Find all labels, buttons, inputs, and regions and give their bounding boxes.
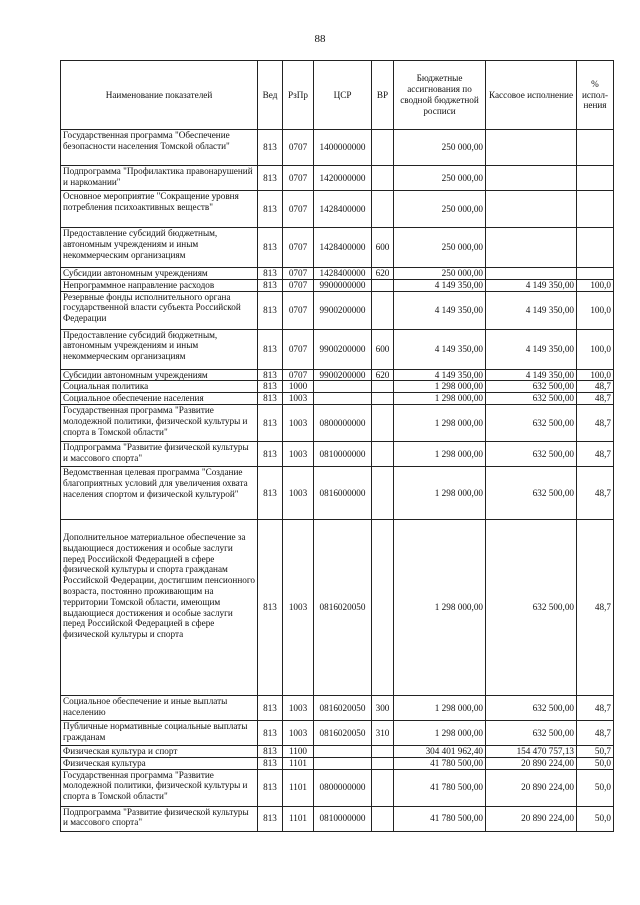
row-pct: 50,0: [577, 757, 614, 769]
row-csr: 9900000000: [314, 279, 372, 291]
row-rzpr: 1101: [283, 757, 314, 769]
row-ved: 813: [258, 695, 283, 720]
row-ved: 813: [258, 720, 283, 745]
row-vr: [372, 279, 394, 291]
row-name: Физическая культура: [61, 757, 258, 769]
table-row: [61, 329, 614, 369]
row-budget: 250 000,00: [394, 130, 486, 166]
row-csr: 9900200000: [314, 369, 372, 381]
table-row: [61, 369, 614, 381]
row-vr: [372, 291, 394, 329]
row-pct: 50,0: [577, 769, 614, 806]
row-csr: 9900200000: [314, 329, 372, 369]
row-budget: 4 149 350,00: [394, 279, 486, 291]
row-csr: 1428400000: [314, 228, 372, 268]
table-row: [61, 466, 614, 519]
row-rzpr: 1100: [283, 745, 314, 757]
table-row: [61, 130, 614, 166]
row-cash: [486, 268, 577, 280]
row-name: Подпрограмма "Развитие физической культуры и массового спорта": [61, 441, 258, 466]
row-csr: 0800000000: [314, 404, 372, 441]
row-vr: 600: [372, 228, 394, 268]
row-csr: 1400000000: [314, 130, 372, 166]
row-vr: [372, 466, 394, 519]
row-cash: 632 500,00: [486, 720, 577, 745]
row-vr: 300: [372, 695, 394, 720]
row-vr: [372, 393, 394, 405]
row-name: Социальная политика: [61, 381, 258, 393]
row-name: Предоставление субсидий бюджетным, автономным учреждениям и иным некоммерческим организациям: [61, 329, 258, 369]
row-ved: 813: [258, 329, 283, 369]
row-pct: 48,7: [577, 393, 614, 405]
row-ved: 813: [258, 466, 283, 519]
row-budget: 1 298 000,00: [394, 519, 486, 695]
row-ved: 813: [258, 757, 283, 769]
header-pct: % испол-нения: [577, 61, 614, 130]
header-vr: ВР: [372, 61, 394, 130]
row-ved: 813: [258, 166, 283, 191]
row-name: Ведомственная целевая программа "Создание благоприятных условий для увеличения охвата населения спортом и физической культурой": [61, 466, 258, 519]
row-budget: 250 000,00: [394, 166, 486, 191]
header-cash: Кассовое исполнение: [486, 61, 577, 130]
row-rzpr: 1003: [283, 519, 314, 695]
row-name: Социальное обеспечение и иные выплаты населению: [61, 695, 258, 720]
row-cash: 20 890 224,00: [486, 757, 577, 769]
row-vr: [372, 166, 394, 191]
table-row: [61, 381, 614, 393]
row-ved: 813: [258, 381, 283, 393]
row-rzpr: 0707: [283, 279, 314, 291]
header-rzpr: РзПр: [283, 61, 314, 130]
row-vr: [372, 519, 394, 695]
row-ved: 813: [258, 441, 283, 466]
row-csr: 0816020050: [314, 720, 372, 745]
row-pct: 48,7: [577, 720, 614, 745]
table-row: [61, 519, 614, 695]
row-ved: 813: [258, 404, 283, 441]
row-ved: 813: [258, 393, 283, 405]
row-cash: 154 470 757,13: [486, 745, 577, 757]
row-cash: 20 890 224,00: [486, 769, 577, 806]
row-cash: 4 149 350,00: [486, 329, 577, 369]
row-budget: 304 401 962,40: [394, 745, 486, 757]
row-name: Дополнительное материальное обеспечение за выдающиеся достижения и особые заслуги перед Российской Федерацией в сфере физической культуры и спорта гражданам Российской Федерации, достигшим пенсионного возраста, постоянно проживающим на территории Томской области, имеющим выдающиеся достижения и особые заслуги перед Российской Федерацией в сфере физической культуры и спорта: [61, 519, 258, 695]
row-vr: [372, 404, 394, 441]
row-budget: 41 780 500,00: [394, 769, 486, 806]
table-row: [61, 279, 614, 291]
row-csr: 1420000000: [314, 166, 372, 191]
row-cash: [486, 130, 577, 166]
row-budget: 1 298 000,00: [394, 404, 486, 441]
row-csr: 1428400000: [314, 191, 372, 228]
table-row: [61, 393, 614, 405]
row-vr: [372, 745, 394, 757]
row-budget: 41 780 500,00: [394, 757, 486, 769]
table-row: [61, 806, 614, 831]
table-row: [61, 404, 614, 441]
row-vr: [372, 130, 394, 166]
row-cash: 632 500,00: [486, 393, 577, 405]
row-name: Резервные фонды исполнительного органа государственной власти субъекта Российской Федерации: [61, 291, 258, 329]
table-row: [61, 268, 614, 280]
row-budget: 4 149 350,00: [394, 291, 486, 329]
table-row: [61, 745, 614, 757]
row-rzpr: 1003: [283, 441, 314, 466]
row-budget: 1 298 000,00: [394, 720, 486, 745]
row-vr: 310: [372, 720, 394, 745]
row-budget: 250 000,00: [394, 268, 486, 280]
table-header-row: [61, 61, 614, 130]
row-vr: [372, 806, 394, 831]
row-pct: 48,7: [577, 519, 614, 695]
row-pct: 100,0: [577, 279, 614, 291]
row-name: Подпрограмма "Профилактика правонарушений и наркомании": [61, 166, 258, 191]
row-pct: 100,0: [577, 369, 614, 381]
table-row: [61, 191, 614, 228]
page-number: 88: [314, 33, 326, 45]
row-csr: [314, 745, 372, 757]
row-ved: 813: [258, 806, 283, 831]
row-rzpr: 0707: [283, 130, 314, 166]
row-pct: 50,7: [577, 745, 614, 757]
row-ved: 813: [258, 279, 283, 291]
row-name: Физическая культура и спорт: [61, 745, 258, 757]
row-rzpr: 0707: [283, 369, 314, 381]
row-ved: 813: [258, 519, 283, 695]
row-pct: [577, 268, 614, 280]
row-csr: 0810000000: [314, 806, 372, 831]
row-ved: 813: [258, 130, 283, 166]
table-row: [61, 695, 614, 720]
row-rzpr: 1003: [283, 404, 314, 441]
row-cash: 4 149 350,00: [486, 279, 577, 291]
row-name: Государственная программа "Развитие молодежной политики, физической культуры и спорта в Томской области": [61, 769, 258, 806]
row-csr: 0816020050: [314, 519, 372, 695]
row-cash: 632 500,00: [486, 404, 577, 441]
table-row: [61, 757, 614, 769]
row-ved: 813: [258, 369, 283, 381]
row-budget: 1 298 000,00: [394, 466, 486, 519]
row-vr: 620: [372, 369, 394, 381]
row-budget: 250 000,00: [394, 228, 486, 268]
row-budget: 1 298 000,00: [394, 695, 486, 720]
row-pct: [577, 166, 614, 191]
row-vr: [372, 381, 394, 393]
row-vr: 620: [372, 268, 394, 280]
row-budget: 4 149 350,00: [394, 329, 486, 369]
header-ved: Вед: [258, 61, 283, 130]
row-budget: 1 298 000,00: [394, 441, 486, 466]
row-rzpr: 1101: [283, 806, 314, 831]
row-rzpr: 0707: [283, 268, 314, 280]
row-csr: [314, 381, 372, 393]
table-body: [61, 130, 614, 832]
row-cash: 20 890 224,00: [486, 806, 577, 831]
row-pct: [577, 228, 614, 268]
row-cash: 632 500,00: [486, 519, 577, 695]
table-row: [61, 769, 614, 806]
row-ved: 813: [258, 228, 283, 268]
row-rzpr: 0707: [283, 329, 314, 369]
row-rzpr: 1000: [283, 381, 314, 393]
row-pct: 48,7: [577, 695, 614, 720]
row-vr: [372, 191, 394, 228]
row-cash: 4 149 350,00: [486, 291, 577, 329]
row-csr: [314, 757, 372, 769]
row-pct: 48,7: [577, 441, 614, 466]
row-vr: [372, 769, 394, 806]
row-name: Социальное обеспечение населения: [61, 393, 258, 405]
row-ved: 813: [258, 191, 283, 228]
row-name: Государственная программа "Развитие молодежной политики, физической культуры и спорта в Томской области": [61, 404, 258, 441]
row-pct: 100,0: [577, 329, 614, 369]
row-csr: 0800000000: [314, 769, 372, 806]
table-row: [61, 228, 614, 268]
header-csr: ЦСР: [314, 61, 372, 130]
row-pct: 100,0: [577, 291, 614, 329]
row-cash: 632 500,00: [486, 381, 577, 393]
row-cash: 632 500,00: [486, 695, 577, 720]
row-csr: 1428400000: [314, 268, 372, 280]
row-ved: 813: [258, 745, 283, 757]
row-csr: 0816020050: [314, 695, 372, 720]
row-name: Подпрограмма "Развитие физической культуры и массового спорта": [61, 806, 258, 831]
row-cash: [486, 191, 577, 228]
row-cash: 4 149 350,00: [486, 369, 577, 381]
row-budget: 4 149 350,00: [394, 369, 486, 381]
row-name: Основное мероприятие "Сокращение уровня потребления психоактивных веществ": [61, 191, 258, 228]
header-name: Наименование показателей: [61, 61, 258, 130]
row-csr: [314, 393, 372, 405]
table-row: [61, 166, 614, 191]
row-rzpr: 0707: [283, 166, 314, 191]
row-budget: 1 298 000,00: [394, 393, 486, 405]
row-pct: [577, 191, 614, 228]
row-ved: 813: [258, 268, 283, 280]
row-rzpr: 1003: [283, 393, 314, 405]
row-cash: [486, 228, 577, 268]
row-vr: [372, 441, 394, 466]
budget-execution-table: [60, 60, 614, 832]
row-ved: 813: [258, 291, 283, 329]
row-pct: [577, 130, 614, 166]
row-pct: 50,0: [577, 806, 614, 831]
row-csr: 0816000000: [314, 466, 372, 519]
row-rzpr: 0707: [283, 291, 314, 329]
row-vr: [372, 757, 394, 769]
row-rzpr: 1003: [283, 720, 314, 745]
row-pct: 48,7: [577, 466, 614, 519]
row-rzpr: 1101: [283, 769, 314, 806]
row-ved: 813: [258, 769, 283, 806]
row-rzpr: 0707: [283, 228, 314, 268]
table-row: [61, 291, 614, 329]
row-csr: 9900200000: [314, 291, 372, 329]
table-row: [61, 720, 614, 745]
row-budget: 1 298 000,00: [394, 381, 486, 393]
row-budget: 250 000,00: [394, 191, 486, 228]
row-vr: 600: [372, 329, 394, 369]
row-pct: 48,7: [577, 404, 614, 441]
row-name: Непрограммное направление расходов: [61, 279, 258, 291]
row-cash: 632 500,00: [486, 441, 577, 466]
header-budget: Бюджетные ассигнования по сводной бюджетной росписи: [394, 61, 486, 130]
row-rzpr: 1003: [283, 695, 314, 720]
row-pct: 48,7: [577, 381, 614, 393]
row-name: Государственная программа "Обеспечение безопасности населения Томской области": [61, 130, 258, 166]
table-row: [61, 441, 614, 466]
row-cash: [486, 166, 577, 191]
row-cash: 632 500,00: [486, 466, 577, 519]
row-name: Предоставление субсидий бюджетным, автономным учреждениям и иным некоммерческим организациям: [61, 228, 258, 268]
row-rzpr: 1003: [283, 466, 314, 519]
row-name: Субсидии автономным учреждениям: [61, 369, 258, 381]
row-name: Публичные нормативные социальные выплаты гражданам: [61, 720, 258, 745]
row-rzpr: 0707: [283, 191, 314, 228]
row-budget: 41 780 500,00: [394, 806, 486, 831]
row-csr: 0810000000: [314, 441, 372, 466]
row-name: Субсидии автономным учреждениям: [61, 268, 258, 280]
